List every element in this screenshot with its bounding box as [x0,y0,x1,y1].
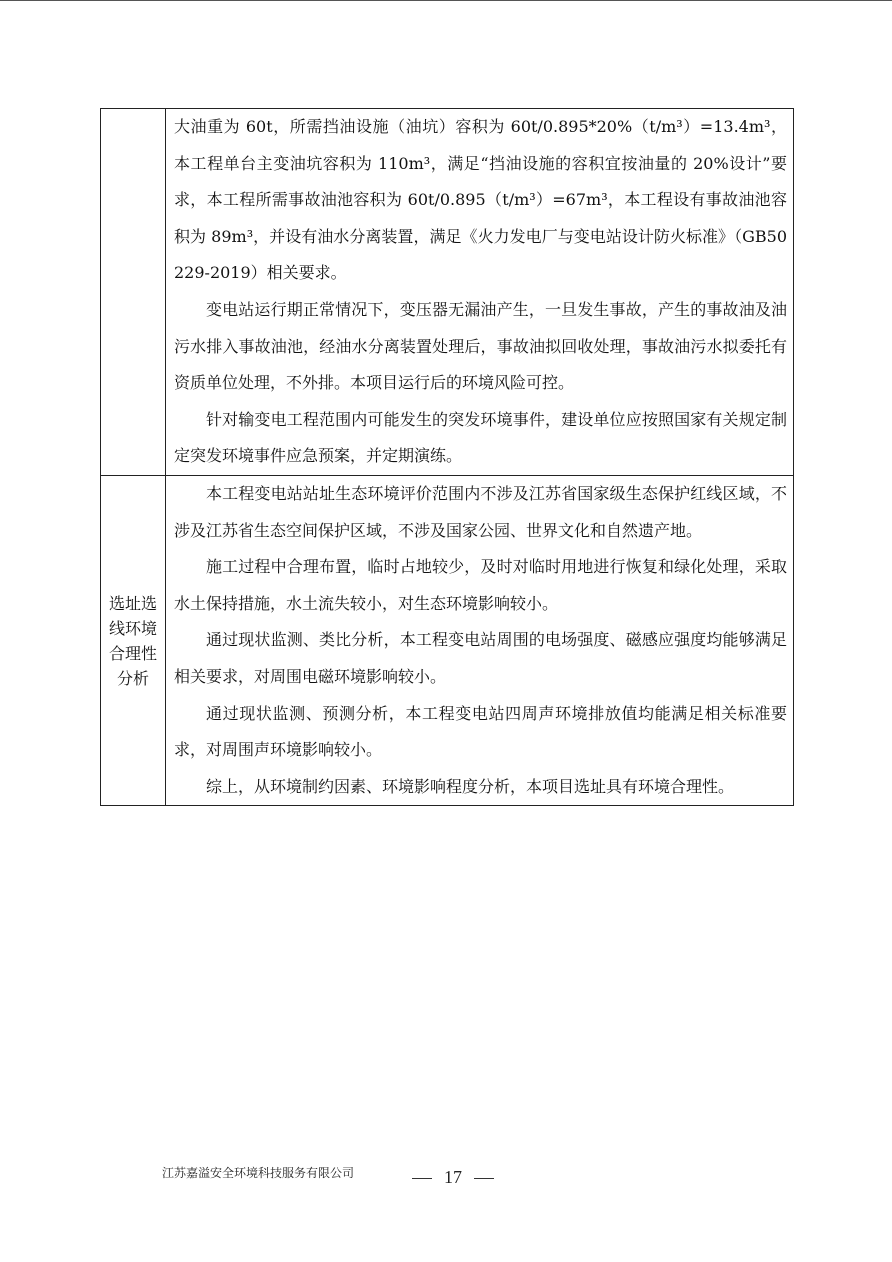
dash-right [474,1178,494,1179]
row-label-cell [101,475,166,805]
paragraph: 针对输变电工程范围内可能发生的突发环境事件，建设单位应按照国家有关规定制定突发环境事件应急预案，并定期演练。 [174,409,787,466]
top-border-line [0,0,892,1]
page-number: 17 [444,1167,462,1187]
paragraph: 通过现状监测、预测分析，本工程变电站四周声环境排放值均能满足相关标准要求，对周围声环境影响较小。 [174,703,787,760]
paragraph: 综上，从环境制约因素、环境影响程度分析，本项目选址具有环境合理性。 [206,776,735,796]
row-label-cell [101,109,166,476]
table-row-site-selection [101,475,794,805]
paragraph: 本工程变电站站址生态环境评价范围内不涉及江苏省国家级生态保护红线区域，不涉及江苏省生态空间保护区域，不涉及国家公园、世界文化和自然遗产地。 [174,483,787,540]
paragraph: 变电站运行期正常情况下，变压器无漏油产生，一旦发生事故，产生的事故油及油污水排入事故油池，经油水分离装置处理后，事故油拟回收处理，事故油污水拟委托有资质单位处理，不外排。本项目运行后的环境风险可控。 [174,299,787,393]
dash-left [412,1178,432,1179]
page-number-block [400,1166,506,1188]
content-table [100,108,794,806]
paragraph: 施工过程中合理布置，临时占地较少，及时对临时用地进行恢复和绿化处理，采取水土保持措施，水土流失较小，对生态环境影响较小。 [174,557,787,613]
paragraph: 大油重为 60t，所需挡油设施（油坑）容积为 60t/0.895*20%（t/m³）=13.4m³，本工程单台主变油坑容积为 110m³，满足“挡油设施的容积宜按油量的 20%设计”要求，本工程所需事故油池容积为 60t/0.895（t/m³）=67m³，本工程设有事故油池容积为 89m³，并设有油水分离装置，满足《火力发电厂与变电站设计防火标准》（GB50229-2019）相关要求。 [174,117,787,283]
footer-company: 江苏嘉溢安全环境科技服务有限公司 [162,1166,355,1180]
row-body-cell [166,475,794,805]
row-body-cell [166,109,794,476]
row-label: 选址选线环境合理性分析 [108,593,157,688]
paragraph: 通过现状监测、类比分析，本工程变电站周围的电场强度、磁感应强度均能够满足相关要求，对周围电磁环境影响较小。 [174,630,787,686]
table-row-risk [101,109,794,476]
